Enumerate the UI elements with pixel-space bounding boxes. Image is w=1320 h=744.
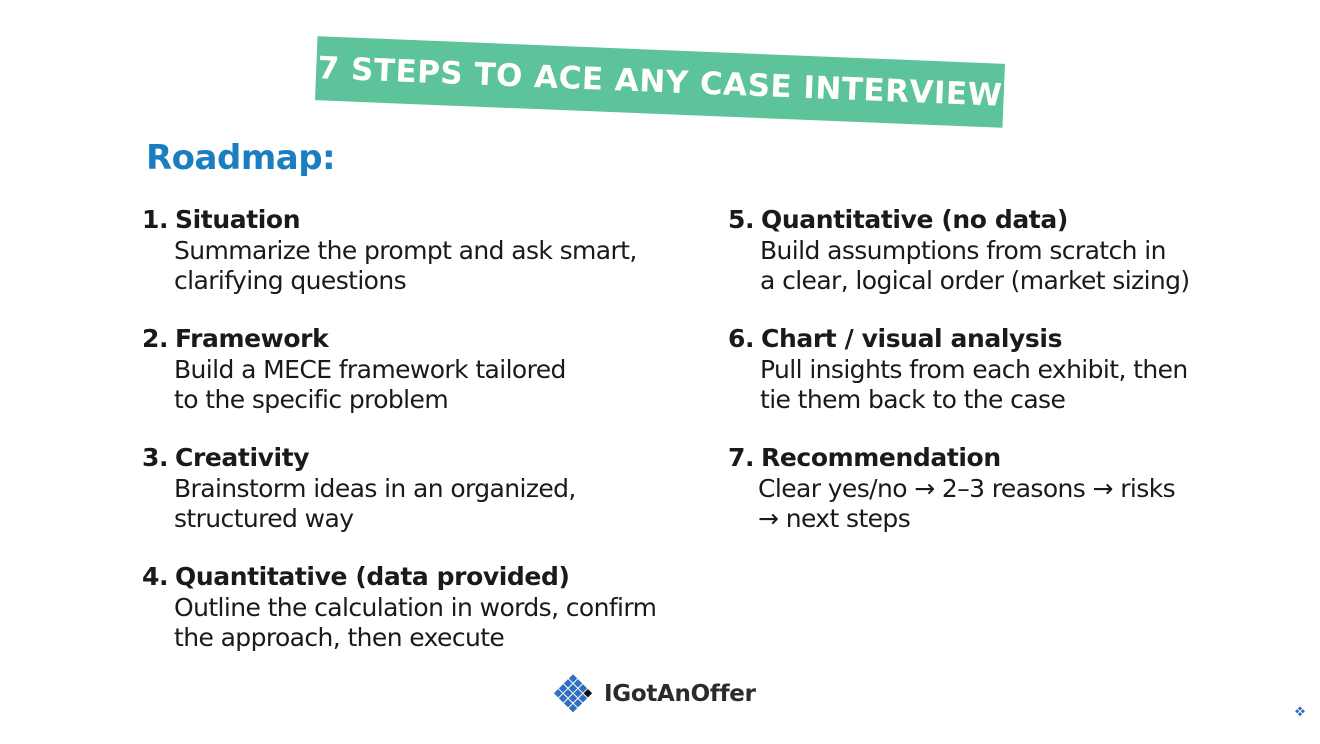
step-6 [728,323,1190,442]
step-description-line: structured way [174,504,354,533]
step-description-line: → next steps [758,504,911,533]
step-4 [142,561,656,680]
step-title [728,442,1190,474]
step-description [760,236,1190,296]
step-description [174,236,656,296]
step-description [174,355,656,415]
step-7 [728,442,1190,561]
steps-column-right [728,204,1190,561]
step-number: 5. [728,205,755,234]
step-description-line: Build assumptions from scratch in [760,236,1166,265]
step-title-text: Framework [175,324,329,353]
step-description [174,474,656,534]
steps-column-left [142,204,656,680]
brand-name: IGotAnOffer [604,681,756,707]
step-description-line: Summarize the prompt and ask smart, [174,236,637,265]
step-number: 3. [142,443,169,472]
roadmap-heading: Roadmap: [146,138,336,178]
step-number: 4. [142,562,169,591]
step-3 [142,442,656,561]
step-title [142,442,656,474]
step-description-line: to the specific problem [174,385,449,414]
step-title [728,204,1190,236]
footer-logo [550,671,756,717]
step-title-text: Creativity [175,443,310,472]
step-description [174,593,656,653]
step-description-line: clarifying questions [174,266,407,295]
step-description [760,355,1190,415]
step-description-line: Brainstorm ideas in an organized, [174,474,576,503]
step-number: 7. [728,443,755,472]
step-number: 2. [142,324,169,353]
step-description-line: Build a MECE framework tailored [174,355,566,384]
channel-watermark-icon [1292,704,1308,720]
banner-title: 7 STEPS TO ACE ANY CASE INTERVIEW [316,50,1004,114]
step-title [142,323,656,355]
step-1 [142,204,656,323]
step-title-text: Quantitative (data provided) [175,562,570,591]
step-5 [728,204,1190,323]
step-description-line: Outline the calculation in words, confirm [174,593,657,622]
step-description-line: tie them back to the case [760,385,1066,414]
step-number: 1. [142,205,169,234]
step-description-line: the approach, then execute [174,623,505,652]
step-title-text: Recommendation [761,443,1001,472]
diamond-grid-logo-icon [550,671,596,717]
step-title [142,561,656,593]
step-description-line: a clear, logical order (market sizing) [760,266,1190,295]
step-number: 6. [728,324,755,353]
step-title-text: Quantitative (no data) [761,205,1068,234]
title-banner [315,36,1005,128]
step-description-line: Clear yes/no → 2–3 reasons → risks [758,474,1176,503]
step-description [758,474,1190,534]
step-title-text: Situation [175,205,301,234]
step-title-text: Chart / visual analysis [761,324,1063,353]
step-title [142,204,656,236]
step-title [728,323,1190,355]
step-description-line: Pull insights from each exhibit, then [760,355,1188,384]
step-2 [142,323,656,442]
